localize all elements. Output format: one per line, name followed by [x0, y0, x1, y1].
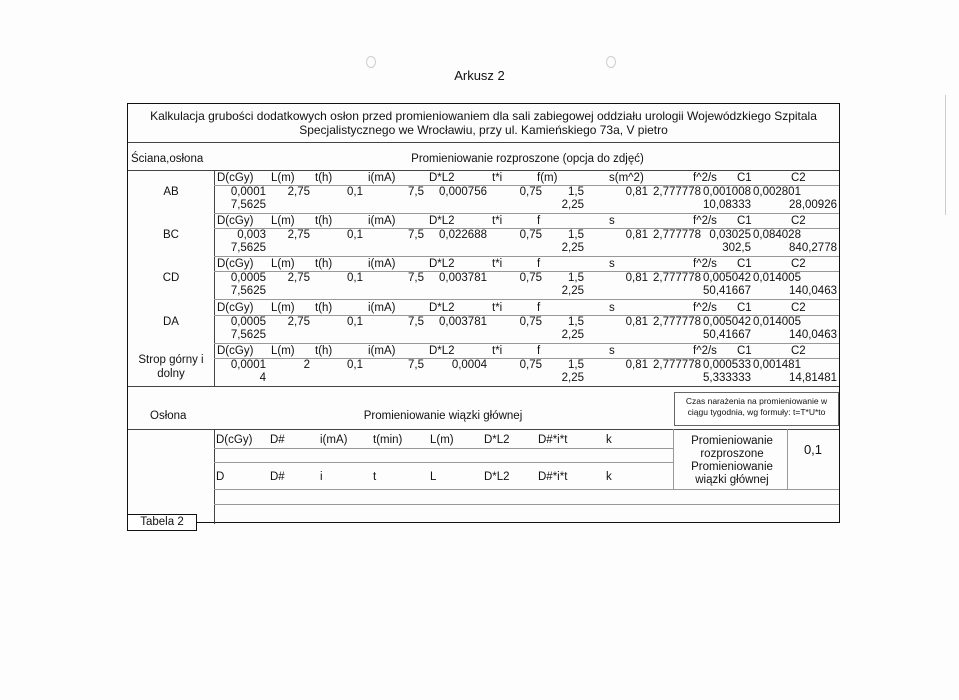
table-cell: 0,0005 [230, 272, 266, 285]
column-header: D(cGy) [217, 344, 254, 357]
column-header: t*i [492, 344, 503, 357]
table-cell: 0,81 [625, 358, 648, 371]
table-cell: 7,5625 [230, 285, 266, 298]
table-cell: 1,5 [568, 272, 584, 285]
table-cell: 0,003781 [439, 272, 487, 285]
page-edge-mark [945, 95, 946, 215]
column-header: D(cGy) [217, 301, 254, 314]
table-cell: 0,001481 [753, 358, 801, 371]
column-header: D*L2 [484, 471, 510, 483]
divider [214, 448, 673, 449]
table-cell: 7,5 [408, 186, 424, 198]
table-cell: 28,00926 [789, 199, 837, 211]
table-cell: 840,2778 [789, 242, 837, 255]
table-cell: 0,81 [625, 315, 648, 328]
column-header: f^2/s [693, 258, 717, 271]
column-header: C1 [737, 301, 752, 314]
column-header: C1 [737, 172, 752, 184]
column-header: C1 [737, 215, 752, 228]
table-cell: 0,75 [519, 229, 542, 242]
table-cell: 2,25 [561, 371, 584, 384]
column-header: s [609, 344, 615, 357]
shield-header: Osłona [150, 410, 187, 422]
divider [214, 343, 839, 344]
table-cell: 1,5 [568, 229, 584, 242]
divider [214, 256, 839, 257]
table-cell: 50,41667 [703, 285, 751, 298]
column-header: t*i [492, 172, 503, 184]
divider [787, 429, 788, 489]
table-cell: 1,5 [568, 358, 584, 371]
table-cell: 0,002801 [753, 186, 801, 198]
column-header: t(h) [315, 172, 333, 184]
wall-label: DA [163, 315, 179, 328]
table-cell: 7,5 [408, 358, 424, 371]
column-header: f^2/s [693, 215, 717, 228]
table-cell: 2,75 [287, 186, 310, 198]
divider [214, 213, 839, 214]
column-header: C1 [737, 344, 752, 357]
column-header: f^2/s [693, 301, 717, 314]
column-header: L(m) [271, 344, 295, 357]
column-header: s(m^2) [609, 172, 644, 184]
divider [214, 429, 215, 524]
table-cell: 2,777778 [653, 186, 701, 198]
table-cell: 0,022688 [439, 229, 487, 242]
divider [673, 429, 674, 489]
table-cell: 10,08333 [703, 199, 751, 211]
primary-section-header: Promieniowanie wiązki głównej [363, 410, 523, 422]
column-header: f^2/s [693, 172, 717, 184]
table-cell: 0,0001 [230, 358, 266, 371]
table-cell: 0,014005 [753, 315, 801, 328]
table-cell: 7,5625 [230, 242, 266, 255]
table-cell: 0,000756 [439, 186, 487, 198]
column-header: i(mA) [368, 344, 396, 357]
column-header: t*i [492, 301, 503, 314]
column-header: D(cGy) [217, 172, 254, 184]
column-header: k [606, 434, 612, 446]
column-header: D(cGy) [217, 215, 254, 228]
column-header: L [430, 471, 437, 483]
table-cell: 0,1 [347, 272, 363, 285]
wall-header: Ściana,osłona [131, 153, 204, 165]
column-header: D*L2 [429, 258, 455, 271]
column-header: t(h) [315, 301, 333, 314]
column-header: C2 [791, 258, 806, 271]
table-cell: 4 [259, 371, 266, 384]
column-header: D*L2 [484, 434, 510, 446]
column-header: D*L2 [429, 215, 455, 228]
divider [128, 170, 839, 171]
table-cell: 0,005042 [703, 315, 751, 328]
table-cell: 0,000533 [703, 358, 751, 371]
divider [214, 489, 839, 490]
sheet-title: Arkusz 2 [454, 68, 505, 83]
table-cell: 140,0463 [789, 328, 837, 341]
column-header: t*i [492, 215, 503, 228]
wall-label: BC [163, 229, 179, 242]
wall-label: CD [162, 272, 180, 285]
table-cell: 0,75 [519, 315, 542, 328]
table-cell: 0,005042 [703, 272, 751, 285]
table-cell: 2,25 [561, 242, 584, 255]
table-cell: 2 [303, 358, 310, 371]
primary-value: 0,1 [803, 442, 823, 457]
column-header: L(m) [271, 301, 295, 314]
table-cell: 2,777778 [653, 229, 701, 242]
column-header: D [216, 471, 225, 483]
column-header: D*L2 [429, 172, 455, 184]
column-header: t(min) [373, 434, 403, 446]
column-header: i(mA) [368, 215, 396, 228]
table-cell: 2,25 [561, 199, 584, 211]
table-cell: 2,777778 [653, 358, 701, 371]
column-header: f^2/s [693, 344, 717, 357]
table-cell: 140,0463 [789, 285, 837, 298]
table-cell: 0,1 [347, 358, 363, 371]
column-header: t*i [492, 258, 503, 271]
table-cell: 0,81 [625, 186, 648, 198]
column-header: C1 [737, 258, 752, 271]
table-cell: 50,41667 [703, 328, 751, 341]
column-header: D#*i*t [538, 434, 568, 446]
column-header: f [537, 344, 541, 357]
scatter-section-header: Promieniowanie rozproszone (opcja do zdjęć) [411, 153, 644, 165]
column-header: i(mA) [368, 258, 396, 271]
table-cell: 1,5 [568, 315, 584, 328]
column-header: i(mA) [320, 434, 348, 446]
column-header: L(m) [271, 172, 295, 184]
table-cell: 2,25 [561, 285, 584, 298]
table-cell: 0,75 [519, 358, 542, 371]
table-cell: 0,81 [625, 272, 648, 285]
table-cell: 0,1 [347, 229, 363, 242]
divider [214, 462, 673, 463]
table-cell: 0,03025 [709, 229, 751, 242]
column-header: k [606, 471, 612, 483]
table-cell: 0,1 [347, 186, 363, 198]
column-header: t [373, 471, 377, 483]
column-header: C2 [791, 344, 806, 357]
column-header: s [609, 258, 615, 271]
main-title: Kalkulacja grubości dodatkowych osłon przed promieniowaniem dla sali zabiegowej oddziału urologii Wojewódzkiego Szpitala Specjalistycznego we Wrocławiu, przy ul. Kamieńskiego 73a, V pietro [128, 104, 839, 143]
table-cell: 2,75 [287, 229, 310, 242]
table-cell: 302,5 [722, 242, 751, 255]
table-cell: 5,333333 [703, 371, 751, 384]
column-header: f [537, 301, 541, 314]
table-cell: 1,5 [568, 186, 584, 198]
table-cell: 7,5625 [230, 199, 266, 211]
table-cell: 2,777778 [653, 315, 701, 328]
exposure-time-note: Czas narażenia na promieniowanie w ciągu tygodnia, wg formuły: t=T*U*to [674, 392, 839, 426]
binder-hole-right [606, 56, 616, 68]
table-cell: 0,003 [237, 229, 266, 242]
column-header: s [609, 301, 615, 314]
column-header: i [320, 471, 323, 483]
table-cell: 2,75 [287, 315, 310, 328]
table-cell: 7,5625 [230, 328, 266, 341]
table-cell: 2,777778 [653, 272, 701, 285]
table-cell: 7,5 [408, 272, 424, 285]
binder-hole-left [366, 56, 376, 68]
primary-label: Promieniowanie wiązki głównej [691, 461, 773, 486]
column-header: L(m) [430, 434, 454, 446]
wall-label: AB [163, 186, 179, 198]
column-header: D#*i*t [538, 471, 568, 483]
table-cell: 0,75 [519, 272, 542, 285]
column-header: C2 [791, 172, 806, 184]
column-header: f [537, 215, 541, 228]
column-header: t(h) [315, 215, 333, 228]
table-cell: 0,75 [519, 186, 542, 198]
column-header: D# [270, 434, 285, 446]
table-cell: 0,014005 [753, 272, 801, 285]
divider [214, 504, 839, 505]
column-header: i(mA) [368, 301, 396, 314]
column-header: C2 [791, 215, 806, 228]
column-header: f(m) [537, 172, 558, 184]
table-cell: 0,0001 [230, 186, 266, 198]
divider [128, 386, 839, 387]
calculation-table [127, 103, 840, 523]
column-header: f [537, 258, 541, 271]
table-cell: 0,084028 [753, 229, 801, 242]
table-cell: 2,25 [561, 328, 584, 341]
wall-label: Strop górny i dolny [138, 353, 204, 380]
column-header: s [609, 215, 615, 228]
column-header: D*L2 [429, 301, 455, 314]
column-header: C2 [791, 301, 806, 314]
sheet-tab[interactable]: Tabela 2 [127, 514, 197, 531]
table-cell: 0,003781 [439, 315, 487, 328]
column-header: L(m) [271, 215, 295, 228]
table-cell: 0,001008 [703, 186, 751, 198]
table-cell: 7,5 [408, 229, 424, 242]
column-header: t(h) [315, 258, 333, 271]
column-header: i(mA) [368, 172, 396, 184]
divider [214, 299, 839, 300]
divider [128, 429, 839, 430]
table-cell: 0,1 [347, 315, 363, 328]
table-cell: 0,0004 [451, 358, 487, 371]
table-cell: 0,0005 [230, 315, 266, 328]
scatter-label: Promieniowanie rozproszone [691, 435, 773, 460]
table-cell: 2,75 [287, 272, 310, 285]
column-header: t(h) [315, 344, 333, 357]
column-header: D# [270, 471, 285, 483]
column-header: D(cGy) [216, 434, 253, 446]
column-header: L(m) [271, 258, 295, 271]
table-cell: 0,81 [625, 229, 648, 242]
column-header: D*L2 [429, 344, 455, 357]
table-cell: 7,5 [408, 315, 424, 328]
column-header: D(cGy) [217, 258, 254, 271]
table-cell: 14,81481 [789, 371, 837, 384]
